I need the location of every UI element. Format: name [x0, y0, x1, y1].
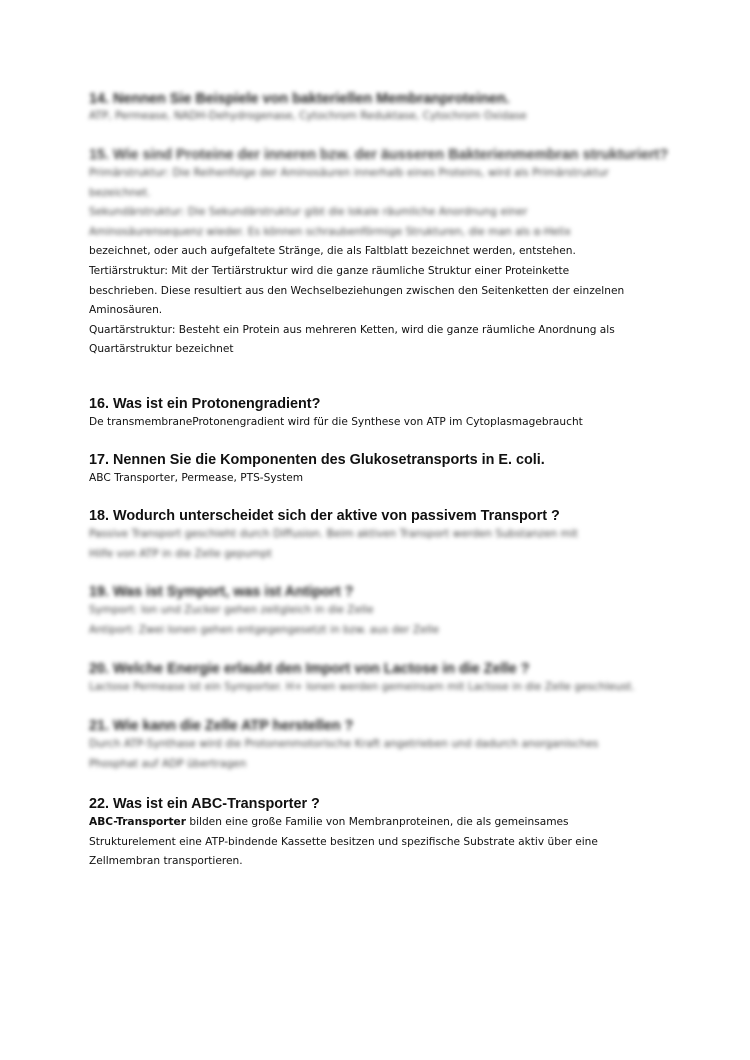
question-18-title: 18. Wodurch unterscheidet sich der aktive von passivem Transport ? [89, 508, 560, 524]
answer-line: Tertiärstruktur: Mit der Tertiärstruktur wird die ganze räumliche Struktur einer Proteinkette [89, 264, 570, 277]
question-15-title: 15. Wie sind Proteine der inneren bzw. der äusseren Bakterienmembran strukturiert? [89, 147, 669, 163]
answer-line: bezeichnet, oder auch aufgefaltete Stränge, die als Faltblatt bezeichnet werden, entstehen. [89, 245, 576, 258]
answer-line: Quartärstruktur: Besteht ein Protein aus mehreren Ketten, wird die ganze räumliche Anordnung als [89, 323, 615, 336]
answer-line: Phosphat auf ADP übertragen [89, 757, 247, 770]
answer-line: Hilfe von ATP in die Zelle gepumpt [89, 547, 272, 560]
question-15-answer [89, 242, 669, 360]
answer-line: Passive Transport geschieht durch Diffusion. Beim aktiven Transport werden Substanzen mit [89, 528, 578, 540]
question-19-answer [89, 601, 669, 640]
answer-line: Sekundärstruktur: Die Sekundärstruktur gibt die lokale räumliche Anordnung einer [89, 206, 528, 219]
answer-line: Aminosäurensequenz wieder. Es können schraubenförmige Strukturen, die man als α-Helix [89, 225, 571, 238]
answer-line: Aminosäuren. [89, 304, 163, 317]
question-22-answer [89, 813, 669, 872]
question-20 [89, 660, 669, 698]
question-18 [89, 507, 669, 564]
question-15 [89, 146, 669, 360]
answer-line-rest: bilden eine große Familie von Membranproteinen, die als gemeinsames [185, 816, 569, 828]
bold-term: ABC-Transporter [89, 816, 186, 828]
question-17-title: 17. Nennen Sie die Komponenten des Glukosetransports in E. coli. [89, 452, 545, 468]
question-21-title: 21. Wie kann die Zelle ATP herstellen ? [89, 718, 354, 734]
question-20-answer: Lactose Permease ist ein Symporter. H+ Ionen werden gemeinsam mit Lactose in die Zelle geschleust. [89, 681, 635, 693]
question-16-answer: De transmembraneProtonengradient wird für die Synthese von ATP im Cytoplasmagebraucht [89, 416, 583, 428]
question-19-title: 19. Was ist Symport, was ist Antiport ? [89, 584, 354, 600]
answer-line [89, 813, 669, 833]
question-21-answer [89, 735, 669, 774]
question-17-answer: ABC Transporter, Permease, PTS-System [89, 472, 304, 484]
question-22-title: 22. Was ist ein ABC-Transporter ? [89, 796, 320, 812]
question-20-title: 20. Welche Energie erlaubt den Import von Lactose in die Zelle ? [89, 661, 530, 677]
question-14-answer: ATP, Permease, NADH-Dehydrogenase, Cytochrom Reduktase, Cytochrom Oxidase [89, 110, 527, 122]
answer-line: bezeichnet. [89, 186, 151, 199]
answer-line: Antiport: Zwei Ionen gehen entgegengesetzt in bzw. aus der Zelle [89, 623, 440, 636]
answer-line: Zellmembran transportieren. [89, 855, 243, 868]
question-18-answer [89, 525, 669, 564]
question-14 [89, 90, 669, 127]
answer-line: Quartärstruktur bezeichnet [89, 343, 234, 356]
question-16-title: 16. Was ist ein Protonengradient? [89, 396, 321, 412]
answer-line: Strukturelement eine ATP-bindende Kassette besitzen und spezifische Substrate aktiv über eine [89, 835, 598, 848]
question-16 [89, 395, 669, 433]
answer-line: Symport: Ion und Zucker gehen zeitgleich in die Zelle [89, 604, 374, 616]
answer-line: Durch ATP-Synthase wird die Protonenmotorische Kraft angetrieben und dadurch anorganisches [89, 738, 599, 750]
question-14-title: 14. Nennen Sie Beispiele von bakteriellen Membranproteinen. [89, 91, 510, 107]
question-19 [89, 583, 669, 640]
answer-line: beschrieben. Diese resultiert aus den Wechselbeziehungen zwischen den Seitenketten der einzelnen [89, 284, 625, 297]
question-15-answer-blurred [89, 164, 669, 242]
question-17 [89, 451, 669, 489]
question-21 [89, 717, 669, 774]
question-22 [89, 795, 669, 872]
answer-line: Primärstruktur: Die Reihenfolge der Aminosäuren innerhalb eines Proteins, wird als Primärstruktur [89, 167, 609, 179]
